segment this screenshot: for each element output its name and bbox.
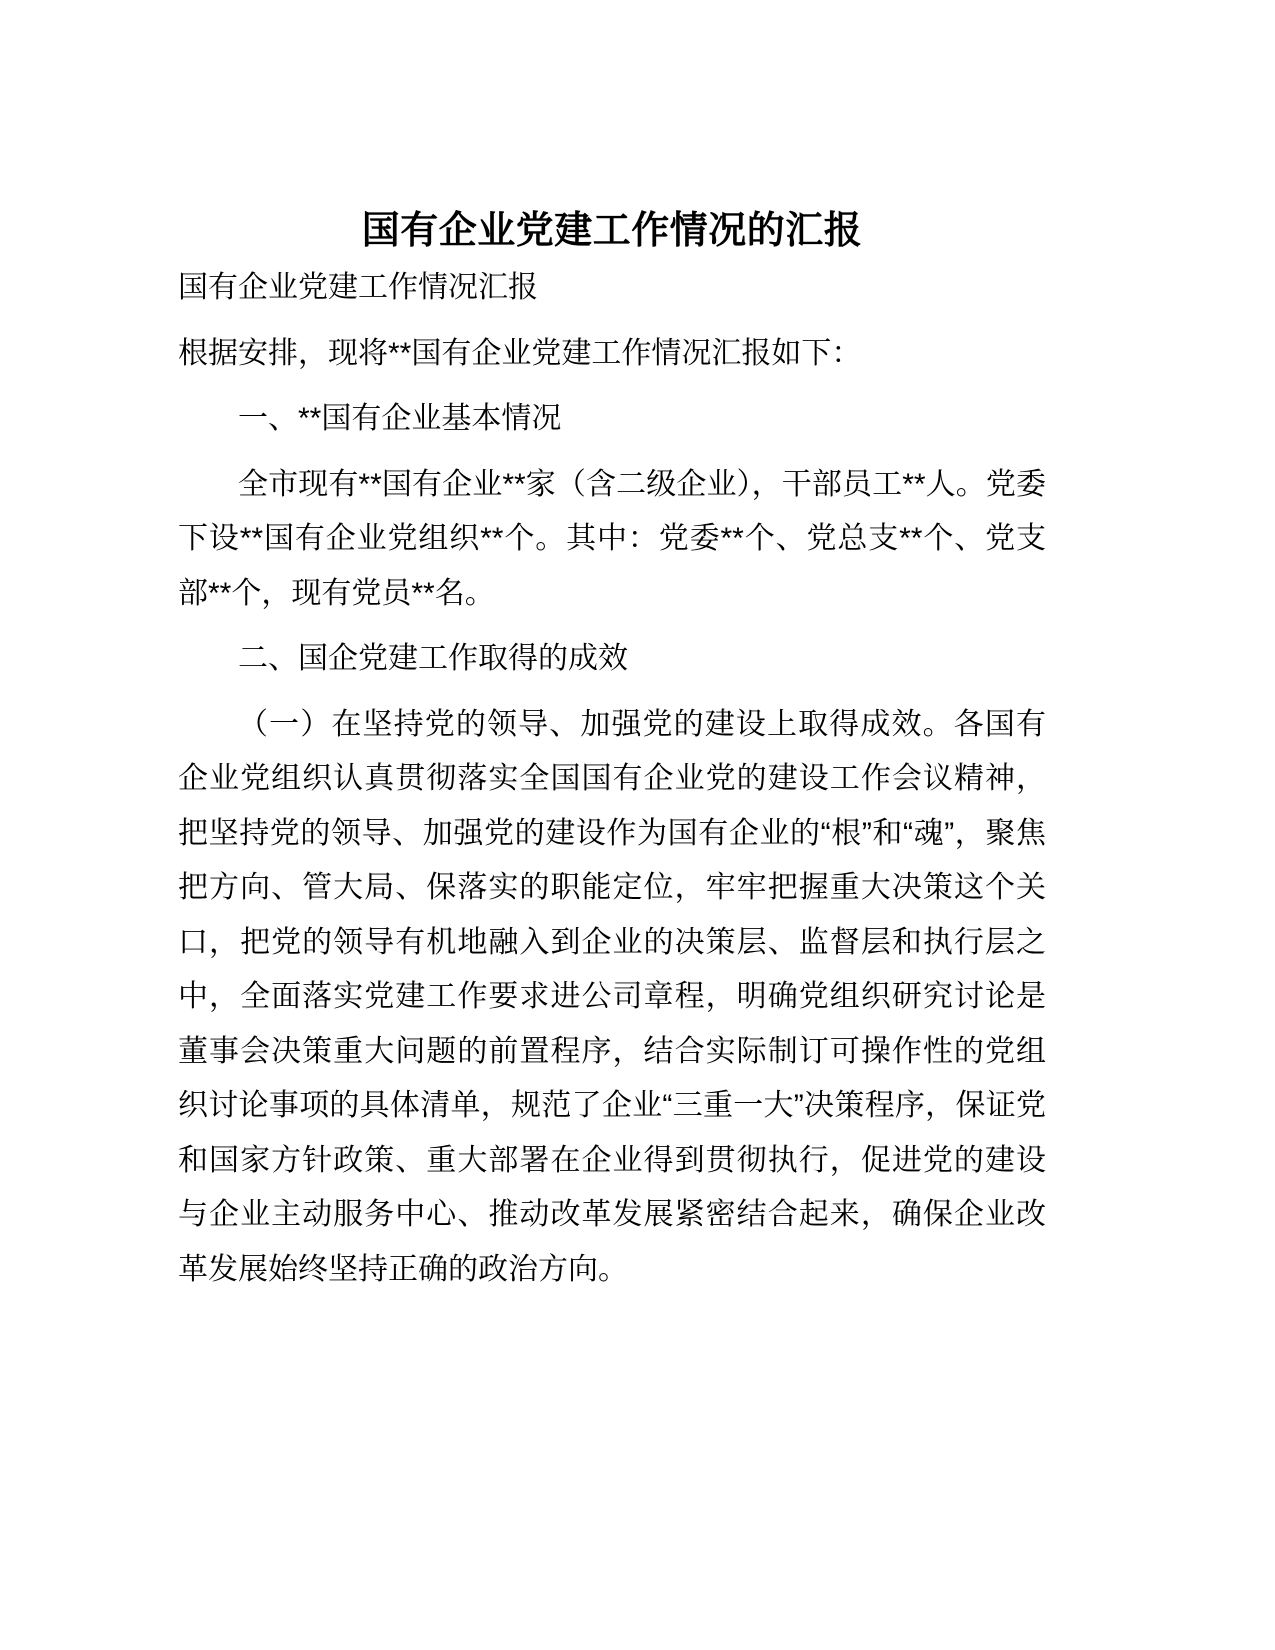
paragraph-section-one-body: 全市现有**国有企业**家（含二级企业），干部员工**人。党委下设**国有企业党组织**个。其中：党委**个、党总支**个、党支部**个，现有党员**名。 (178, 467, 1046, 610)
paragraph-intro: 根据安排，现将**国有企业党建工作情况汇报如下： (178, 336, 862, 370)
heading-section-one: 一、**国有企业基本情况 (238, 402, 562, 436)
heading-section-two: 二、国企党建工作取得的成效 (238, 642, 628, 676)
paragraph-section-two-item-one: （一）在坚持党的领导、加强党的建设上取得成效。各国有企业党组织认真贯彻落实全国国有企业党的建设工作会议精神，把坚持党的领导、加强党的建设作为国有企业的“根”和“魂”，聚焦把方向、管大局、保落实的职能定位，牢牢把握重大决策这个关口，把党的领导有机地融入到企业的决策层、监督层和执行层之中，全面落实党建工作要求进公司章程，明确党组织研究讨论是董事会决策重大问题的前置程序，结合实际制订可操作性的党组织讨论事项的具体清单，规范了企业“三重一大”决策程序，保证党和国家方针政策、重大部署在企业得到贯彻执行，促进党的建设与企业主动服务中心、推动改革发展紧密结合起来，确保企业改革发展始终坚持正确的政治方向。 (178, 707, 1046, 1286)
document-body (178, 0, 1046, 1297)
paragraph-subtitle: 国有企业党建工作情况汇报 (178, 271, 538, 305)
page-title: 国有企业党建工作情况的汇报 (361, 210, 863, 252)
